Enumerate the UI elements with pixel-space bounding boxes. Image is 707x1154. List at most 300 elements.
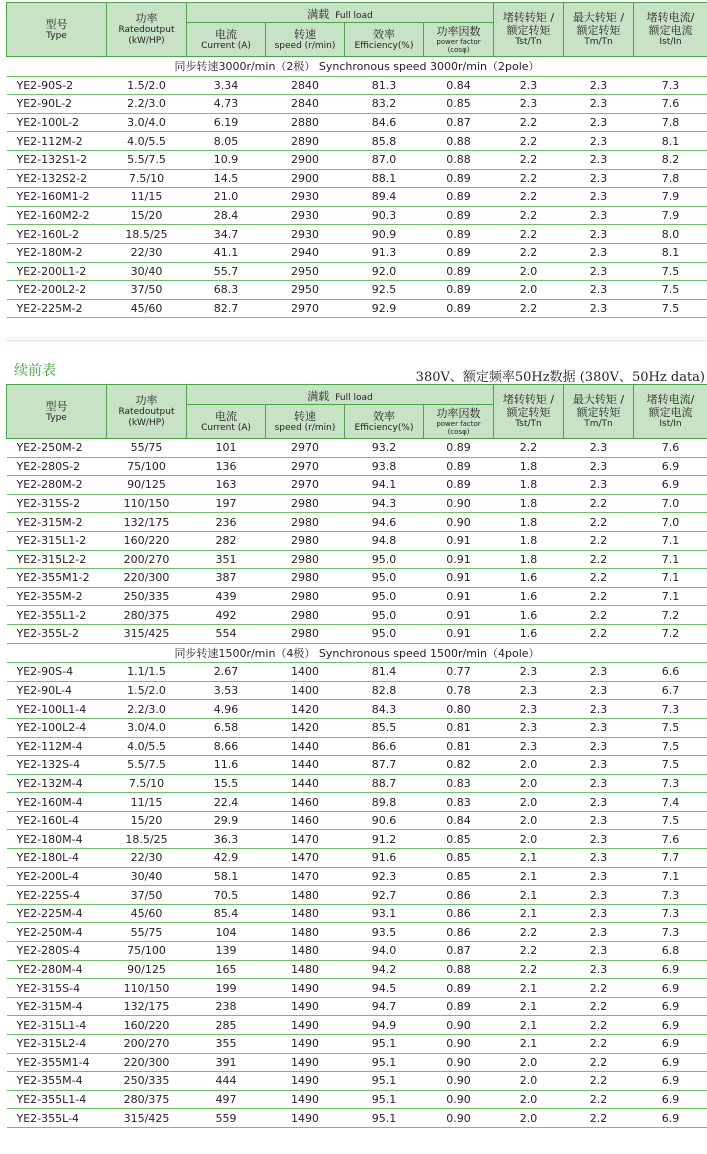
cell-tm-tn: 2.3 (564, 923, 634, 942)
cell-speed: 2890 (266, 132, 345, 151)
cell-ist-in: 6.9 (634, 997, 707, 1016)
cell-speed: 2980 (266, 550, 345, 569)
cell-ist-in: 7.9 (634, 206, 707, 225)
cell-output: 45/60 (107, 904, 187, 923)
cell-output: 200/270 (107, 1035, 187, 1054)
cell-model: YE2-355L-2 (7, 624, 107, 643)
table-row (7, 606, 707, 625)
table-row (7, 756, 707, 775)
col-speed-header: 转速 speed (r/min) (266, 405, 345, 439)
cell-model: YE2-132S1-2 (7, 150, 107, 169)
cell-speed: 1470 (266, 849, 345, 868)
cell-tst-tn: 2.0 (494, 793, 564, 812)
cell-ist-in: 6.9 (634, 1090, 707, 1109)
cell-power-factor: 0.91 (424, 587, 494, 606)
cell-tst-tn: 2.2 (494, 150, 564, 169)
table-row (7, 1016, 707, 1035)
cell-tm-tn: 2.3 (564, 811, 634, 830)
cell-efficiency: 95.0 (345, 569, 424, 588)
col-efficiency-header: 效率 Efficiency(%) (345, 405, 424, 439)
cell-ist-in: 7.1 (634, 587, 707, 606)
cell-output: 15/20 (107, 206, 187, 225)
cell-current: 15.5 (187, 774, 266, 793)
cell-tm-tn: 2.3 (564, 942, 634, 961)
cell-output: 160/220 (107, 1016, 187, 1035)
col-current-header: 电流 Current (A) (187, 405, 266, 439)
cell-speed: 1490 (266, 979, 345, 998)
cell-efficiency: 94.6 (345, 513, 424, 532)
cell-ist-in: 7.8 (634, 169, 707, 188)
cell-efficiency: 81.3 (345, 76, 424, 95)
table-row (7, 849, 707, 868)
col-speed-header: 转速 speed (r/min) (266, 23, 345, 57)
cell-current: 4.96 (187, 700, 266, 719)
cell-model: YE2-315L2-4 (7, 1035, 107, 1054)
col-output-header: 功率 Ratedoutput (kW/HP) (107, 3, 187, 57)
cell-ist-in: 6.9 (634, 979, 707, 998)
cell-ist-in: 7.0 (634, 494, 707, 513)
cell-current: 497 (187, 1090, 266, 1109)
cell-output: 22/30 (107, 849, 187, 868)
cell-tst-tn: 2.0 (494, 756, 564, 775)
cell-tm-tn: 2.2 (564, 1090, 634, 1109)
cell-output: 315/425 (107, 1109, 187, 1128)
cell-efficiency: 86.6 (345, 737, 424, 756)
cell-power-factor: 0.89 (424, 225, 494, 244)
cell-current: 139 (187, 942, 266, 961)
table-row (7, 531, 707, 550)
cell-power-factor: 0.89 (424, 439, 494, 458)
table-row (7, 979, 707, 998)
cell-efficiency: 95.0 (345, 624, 424, 643)
cell-tm-tn: 2.2 (564, 624, 634, 643)
cell-current: 28.4 (187, 206, 266, 225)
cell-tm-tn: 2.3 (564, 188, 634, 207)
cell-tm-tn: 2.2 (564, 997, 634, 1016)
cell-output: 37/50 (107, 281, 187, 300)
cell-current: 82.7 (187, 299, 266, 318)
cell-power-factor: 0.89 (424, 457, 494, 476)
cell-model: YE2-90L-4 (7, 681, 107, 700)
cell-output: 18.5/25 (107, 225, 187, 244)
cell-efficiency: 94.7 (345, 997, 424, 1016)
cell-model: YE2-280S-4 (7, 942, 107, 961)
cell-speed: 1400 (266, 681, 345, 700)
cell-output: 200/270 (107, 550, 187, 569)
cell-speed: 2970 (266, 299, 345, 318)
cell-ist-in: 7.1 (634, 569, 707, 588)
cell-tst-tn: 2.1 (494, 979, 564, 998)
cell-speed: 1490 (266, 1109, 345, 1128)
cell-current: 439 (187, 587, 266, 606)
col-pf-header: 功率因数 power factor (cosφ) (424, 23, 494, 57)
cell-speed: 1480 (266, 942, 345, 961)
cell-tst-tn: 2.3 (494, 700, 564, 719)
cell-output: 55/75 (107, 439, 187, 458)
table-row (7, 262, 707, 281)
cell-speed: 1480 (266, 960, 345, 979)
cell-current: 199 (187, 979, 266, 998)
cell-current: 104 (187, 923, 266, 942)
cell-efficiency: 89.8 (345, 793, 424, 812)
cell-output: 15/20 (107, 811, 187, 830)
table-row (7, 1053, 707, 1072)
cell-efficiency: 91.6 (345, 849, 424, 868)
cell-speed: 1490 (266, 1072, 345, 1091)
cell-power-factor: 0.85 (424, 849, 494, 868)
table-body-2pole (7, 439, 707, 644)
cell-speed: 2940 (266, 243, 345, 262)
cell-current: 14.5 (187, 169, 266, 188)
cell-ist-in: 7.3 (634, 76, 707, 95)
cell-current: 11.6 (187, 756, 266, 775)
col-model-header: 型号 Type (7, 385, 107, 439)
cell-current: 70.5 (187, 886, 266, 905)
cell-speed: 2970 (266, 439, 345, 458)
cell-speed: 2970 (266, 457, 345, 476)
cell-tst-tn: 2.1 (494, 849, 564, 868)
cell-ist-in: 6.9 (634, 1016, 707, 1035)
cell-power-factor: 0.88 (424, 150, 494, 169)
cell-ist-in: 7.3 (634, 923, 707, 942)
cell-power-factor: 0.90 (424, 1016, 494, 1035)
cell-speed: 1490 (266, 1090, 345, 1109)
cell-power-factor: 0.85 (424, 830, 494, 849)
cell-output: 90/125 (107, 960, 187, 979)
table-row (7, 1072, 707, 1091)
cell-ist-in: 7.3 (634, 774, 707, 793)
cell-tm-tn: 2.3 (564, 281, 634, 300)
cell-power-factor: 0.91 (424, 624, 494, 643)
cell-tst-tn: 2.2 (494, 439, 564, 458)
cell-model: YE2-225S-4 (7, 886, 107, 905)
cell-power-factor: 0.87 (424, 113, 494, 132)
cell-efficiency: 95.0 (345, 550, 424, 569)
cell-model: YE2-112M-4 (7, 737, 107, 756)
table-row (7, 513, 707, 532)
table-row (7, 476, 707, 495)
cell-current: 236 (187, 513, 266, 532)
cell-efficiency: 89.4 (345, 188, 424, 207)
cell-tst-tn: 2.2 (494, 225, 564, 244)
cell-ist-in: 8.1 (634, 132, 707, 151)
cell-efficiency: 94.8 (345, 531, 424, 550)
cell-tst-tn: 2.0 (494, 281, 564, 300)
table-row (7, 281, 707, 300)
table-row (7, 718, 707, 737)
cell-power-factor: 0.89 (424, 169, 494, 188)
cell-power-factor: 0.91 (424, 550, 494, 569)
cell-speed: 2840 (266, 76, 345, 95)
cell-tm-tn: 2.3 (564, 206, 634, 225)
cell-tm-tn: 2.3 (564, 439, 634, 458)
cell-model: YE2-160L-2 (7, 225, 107, 244)
cell-ist-in: 7.6 (634, 95, 707, 114)
cell-power-factor: 0.90 (424, 1109, 494, 1128)
cell-model: YE2-280S-2 (7, 457, 107, 476)
continued-label: 续前表 (14, 363, 56, 379)
cell-efficiency: 90.3 (345, 206, 424, 225)
cell-current: 165 (187, 960, 266, 979)
cell-tm-tn: 2.2 (564, 569, 634, 588)
cell-speed: 1440 (266, 774, 345, 793)
cell-model: YE2-132S-4 (7, 756, 107, 775)
cell-ist-in: 8.1 (634, 243, 707, 262)
cell-tm-tn: 2.3 (564, 169, 634, 188)
cell-output: 1.5/2.0 (107, 76, 187, 95)
cell-tm-tn: 2.3 (564, 225, 634, 244)
cell-efficiency: 93.8 (345, 457, 424, 476)
cell-tm-tn: 2.2 (564, 531, 634, 550)
cell-output: 315/425 (107, 624, 187, 643)
cell-output: 160/220 (107, 531, 187, 550)
cell-model: YE2-315L2-2 (7, 550, 107, 569)
cell-speed: 2980 (266, 606, 345, 625)
cell-tm-tn: 2.2 (564, 587, 634, 606)
table-row (7, 681, 707, 700)
cell-tst-tn: 1.6 (494, 569, 564, 588)
cell-tm-tn: 2.3 (564, 849, 634, 868)
cell-current: 22.4 (187, 793, 266, 812)
cell-speed: 1490 (266, 997, 345, 1016)
cell-output: 280/375 (107, 606, 187, 625)
cell-tm-tn: 2.3 (564, 774, 634, 793)
cell-current: 68.3 (187, 281, 266, 300)
cell-output: 1.5/2.0 (107, 681, 187, 700)
table-row (7, 113, 707, 132)
cell-output: 132/175 (107, 997, 187, 1016)
cell-model: YE2-90S-4 (7, 663, 107, 682)
cell-current: 42.9 (187, 849, 266, 868)
cell-power-factor: 0.89 (424, 188, 494, 207)
table-row (7, 663, 707, 682)
cell-current: 391 (187, 1053, 266, 1072)
col-ist-header: 堵转电流/ 额定电流 Ist/In (634, 3, 707, 57)
table-row (7, 700, 707, 719)
cell-power-factor: 0.88 (424, 960, 494, 979)
cell-speed: 1490 (266, 1053, 345, 1072)
table-row (7, 886, 707, 905)
cell-model: YE2-200L2-2 (7, 281, 107, 300)
cell-current: 85.4 (187, 904, 266, 923)
cell-speed: 2950 (266, 281, 345, 300)
cell-tst-tn: 2.0 (494, 1090, 564, 1109)
cell-ist-in: 6.6 (634, 663, 707, 682)
cell-tm-tn: 2.3 (564, 113, 634, 132)
cell-tst-tn: 2.3 (494, 95, 564, 114)
cell-speed: 1420 (266, 700, 345, 719)
cell-output: 3.0/4.0 (107, 113, 187, 132)
cell-tst-tn: 2.1 (494, 1035, 564, 1054)
cell-tm-tn: 2.3 (564, 150, 634, 169)
cell-tm-tn: 2.3 (564, 663, 634, 682)
cell-tst-tn: 2.1 (494, 886, 564, 905)
cell-output: 11/15 (107, 793, 187, 812)
cell-output: 3.0/4.0 (107, 718, 187, 737)
cell-tm-tn: 2.3 (564, 95, 634, 114)
cell-efficiency: 95.0 (345, 606, 424, 625)
cell-ist-in: 7.5 (634, 281, 707, 300)
cell-current: 21.0 (187, 188, 266, 207)
cell-speed: 1480 (266, 886, 345, 905)
cell-output: 90/125 (107, 476, 187, 495)
section-title: 同步转速1500r/min（4极） Synchronous speed 1500r/min（4pole） (7, 643, 707, 663)
table-row (7, 830, 707, 849)
cell-speed: 1480 (266, 904, 345, 923)
cell-model: YE2-250M-4 (7, 923, 107, 942)
table-row (7, 169, 707, 188)
cell-efficiency: 84.3 (345, 700, 424, 719)
cell-efficiency: 94.2 (345, 960, 424, 979)
cell-tst-tn: 2.0 (494, 811, 564, 830)
cell-ist-in: 7.6 (634, 830, 707, 849)
cell-tm-tn: 2.2 (564, 606, 634, 625)
cell-efficiency: 91.3 (345, 243, 424, 262)
cell-tst-tn: 2.2 (494, 960, 564, 979)
cell-power-factor: 0.81 (424, 737, 494, 756)
cell-model: YE2-200L1-2 (7, 262, 107, 281)
cell-tm-tn: 2.3 (564, 737, 634, 756)
cell-power-factor: 0.89 (424, 997, 494, 1016)
cell-speed: 2970 (266, 476, 345, 495)
cell-model: YE2-315M-2 (7, 513, 107, 532)
cell-tst-tn: 2.3 (494, 76, 564, 95)
cell-speed: 2880 (266, 113, 345, 132)
cell-output: 45/60 (107, 299, 187, 318)
cell-tm-tn: 2.3 (564, 793, 634, 812)
cell-speed: 2980 (266, 587, 345, 606)
table-body (7, 76, 707, 318)
col-tst-header: 堵转转矩 / 额定转矩 Tst/Tn (494, 385, 564, 439)
cell-efficiency: 95.0 (345, 587, 424, 606)
cell-speed: 1490 (266, 1016, 345, 1035)
cell-speed: 2980 (266, 513, 345, 532)
section-4pole (7, 643, 707, 663)
cell-tst-tn: 2.0 (494, 1072, 564, 1091)
cell-efficiency: 87.7 (345, 756, 424, 775)
cell-power-factor: 0.77 (424, 663, 494, 682)
cell-efficiency: 82.8 (345, 681, 424, 700)
cell-ist-in: 7.5 (634, 718, 707, 737)
cell-power-factor: 0.90 (424, 1090, 494, 1109)
cell-speed: 2980 (266, 531, 345, 550)
cell-power-factor: 0.91 (424, 606, 494, 625)
cell-ist-in: 6.7 (634, 681, 707, 700)
cell-current: 3.53 (187, 681, 266, 700)
full-load-header: 满载 Full load (187, 3, 494, 23)
cell-ist-in: 7.5 (634, 811, 707, 830)
cell-tm-tn: 2.3 (564, 756, 634, 775)
cell-efficiency: 95.1 (345, 1072, 424, 1091)
cell-ist-in: 8.0 (634, 225, 707, 244)
cell-model: YE2-250M-2 (7, 439, 107, 458)
cell-current: 55.7 (187, 262, 266, 281)
full-load-header: 满载 Full load (187, 385, 494, 405)
table-row (7, 76, 707, 95)
table-row (7, 243, 707, 262)
table-row (7, 737, 707, 756)
cell-model: YE2-315L1-4 (7, 1016, 107, 1035)
table-row (7, 95, 707, 114)
cell-output: 110/150 (107, 979, 187, 998)
cell-speed: 2930 (266, 225, 345, 244)
cell-efficiency: 93.5 (345, 923, 424, 942)
cell-current: 285 (187, 1016, 266, 1035)
cell-ist-in: 7.5 (634, 262, 707, 281)
cell-speed: 1460 (266, 793, 345, 812)
cell-efficiency: 93.2 (345, 439, 424, 458)
cell-model: YE2-180L-4 (7, 849, 107, 868)
cell-current: 492 (187, 606, 266, 625)
cell-efficiency: 95.1 (345, 1090, 424, 1109)
cell-tm-tn: 2.2 (564, 979, 634, 998)
cell-model: YE2-132M-4 (7, 774, 107, 793)
cell-efficiency: 95.1 (345, 1109, 424, 1128)
cell-ist-in: 7.6 (634, 439, 707, 458)
cell-efficiency: 92.5 (345, 281, 424, 300)
cell-output: 250/335 (107, 1072, 187, 1091)
cell-ist-in: 7.3 (634, 886, 707, 905)
cell-power-factor: 0.85 (424, 867, 494, 886)
cell-speed: 2950 (266, 262, 345, 281)
cell-power-factor: 0.89 (424, 243, 494, 262)
cell-output: 2.2/3.0 (107, 700, 187, 719)
cell-efficiency: 94.9 (345, 1016, 424, 1035)
table-header (7, 385, 707, 439)
cell-output: 30/40 (107, 867, 187, 886)
cell-model: YE2-355M-4 (7, 1072, 107, 1091)
cell-tst-tn: 2.0 (494, 830, 564, 849)
table-row (7, 132, 707, 151)
cell-ist-in: 6.9 (634, 476, 707, 495)
cell-model: YE2-132S2-2 (7, 169, 107, 188)
cell-model: YE2-180M-4 (7, 830, 107, 849)
cell-ist-in: 7.1 (634, 867, 707, 886)
cell-tst-tn: 2.2 (494, 942, 564, 961)
cell-efficiency: 94.1 (345, 476, 424, 495)
cell-power-factor: 0.85 (424, 95, 494, 114)
cell-tm-tn: 2.2 (564, 1035, 634, 1054)
cell-speed: 1440 (266, 737, 345, 756)
cell-efficiency: 94.5 (345, 979, 424, 998)
table-row (7, 587, 707, 606)
cell-ist-in: 6.9 (634, 1035, 707, 1054)
cell-output: 75/100 (107, 942, 187, 961)
table-row (7, 624, 707, 643)
table-row (7, 997, 707, 1016)
cell-model: YE2-160M1-2 (7, 188, 107, 207)
cell-tst-tn: 2.2 (494, 243, 564, 262)
data-note: 380V、额定频率50Hz数据 (380V、50Hz data) (415, 370, 705, 385)
cell-tst-tn: 2.2 (494, 299, 564, 318)
table-body-4pole (7, 663, 707, 1128)
cell-efficiency: 88.1 (345, 169, 424, 188)
cell-model: YE2-200L-4 (7, 867, 107, 886)
cell-current: 6.58 (187, 718, 266, 737)
col-tm-header: 最大转矩 / 额定转矩 Tm/Tn (564, 3, 634, 57)
cell-tm-tn: 2.3 (564, 681, 634, 700)
cell-tst-tn: 1.8 (494, 494, 564, 513)
cell-efficiency: 94.0 (345, 942, 424, 961)
cell-tm-tn: 2.3 (564, 457, 634, 476)
cell-speed: 1420 (266, 718, 345, 737)
cell-model: YE2-315L1-2 (7, 531, 107, 550)
cell-tst-tn: 1.8 (494, 531, 564, 550)
cell-model: YE2-355L1-4 (7, 1090, 107, 1109)
cell-efficiency: 92.9 (345, 299, 424, 318)
cell-output: 5.5/7.5 (107, 756, 187, 775)
section-title: 同步转速3000r/min（2极） Synchronous speed 3000r/min（2pole） (7, 57, 707, 77)
